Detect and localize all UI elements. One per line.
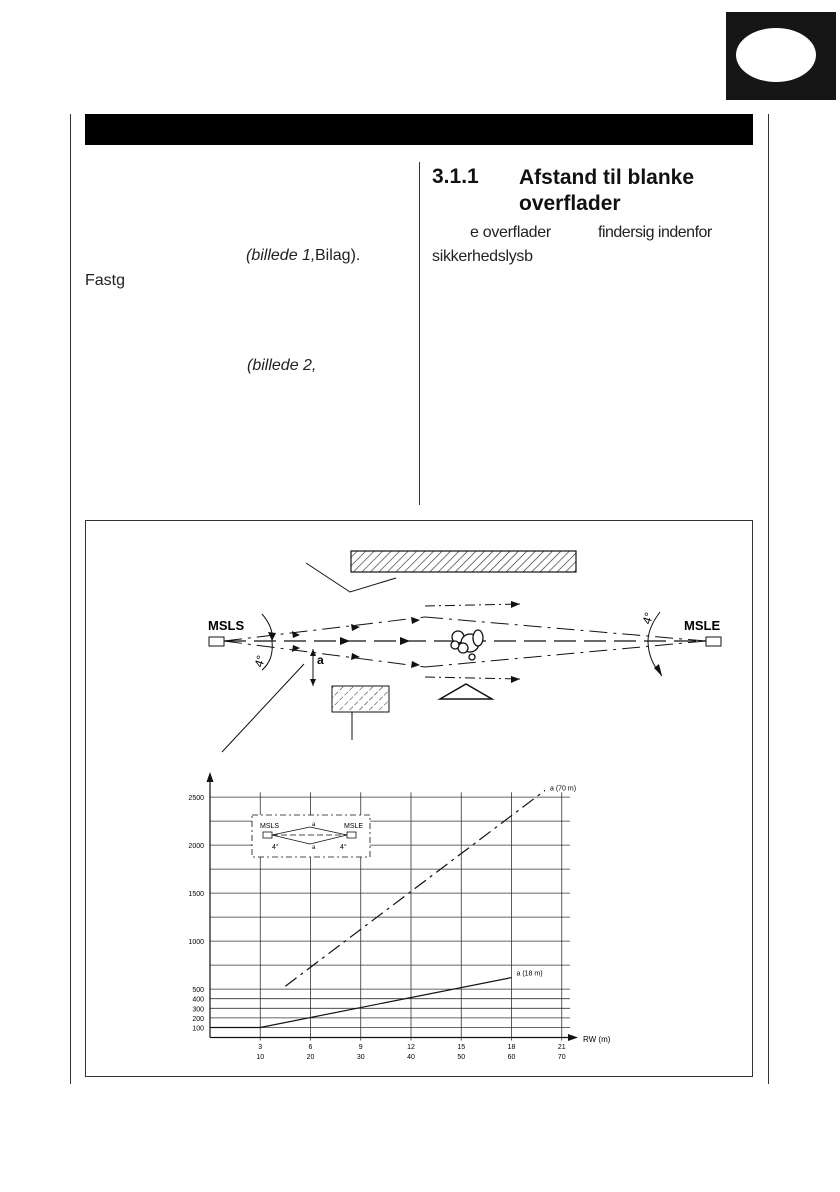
ref-bilag: Bilag).	[315, 247, 361, 264]
y-tick-label: 100	[192, 1025, 204, 1033]
y-tick-label: 1000	[188, 939, 204, 947]
section-title-line2: overflader	[519, 192, 621, 215]
x-tick-label-m: 12	[407, 1044, 415, 1051]
chart-axes	[207, 772, 579, 1041]
ref-image-2: (billede 2,	[247, 357, 317, 374]
section-body-1b: findersig indenfor	[598, 224, 712, 241]
chart-inset	[252, 815, 370, 857]
x-axis-label: RW (m)	[583, 1035, 611, 1044]
x-tick-label-m: 3	[258, 1044, 263, 1051]
x-tick-label-m: 15	[457, 1044, 466, 1051]
x-tick-label-ft: 50	[457, 1054, 466, 1061]
x-axis-arrow	[568, 1034, 578, 1041]
inset-sender-label: MSLS	[260, 823, 280, 830]
sender-angle: 4°	[251, 653, 269, 669]
x-tick-label-ft: 40	[407, 1054, 415, 1061]
x-tick-label-ft: 60	[507, 1054, 516, 1061]
section-body-2: sikkerhedslysb	[432, 248, 533, 265]
receiver-angle: 4°	[639, 610, 657, 626]
y-tick-label: 400	[192, 996, 204, 1004]
x-tick-label-m: 21	[557, 1044, 566, 1051]
x-tick-label-ft: 20	[306, 1054, 315, 1061]
sender-label: MSLS	[208, 618, 245, 633]
series-label: a (18 m)	[516, 970, 543, 978]
inset-angle-left: 4°	[272, 844, 279, 851]
x-tick-label-m: 6	[308, 1044, 313, 1051]
y-tick-label: 1500	[188, 891, 204, 899]
inset-distance-label-top: a	[312, 822, 316, 828]
inset-angle-right: 4°	[340, 844, 347, 851]
series-label: a (70 m)	[550, 785, 577, 793]
x-tick-label-m: 9	[358, 1044, 363, 1051]
x-tick-label-ft: 10	[256, 1054, 265, 1061]
x-tick-label-ft: 30	[356, 1054, 365, 1061]
ref-image-1: (billede 1,	[246, 247, 316, 264]
y-axis-arrow	[207, 772, 214, 782]
y-tick-label: 200	[192, 1015, 204, 1023]
receiver-label: MSLE	[684, 618, 721, 633]
inset-receiver-label: MSLE	[344, 823, 364, 830]
y-tick-label: 2500	[188, 795, 204, 803]
inset-distance-label: a	[312, 845, 316, 851]
y-tick-labels	[188, 795, 204, 1032]
section-body-1a: e overflader	[470, 224, 551, 241]
x-tick-labels	[256, 1044, 565, 1061]
y-tick-label: 2000	[188, 843, 204, 851]
section-number: 3.1.1	[432, 165, 479, 188]
distance-label: a	[317, 653, 324, 667]
y-tick-label: 300	[192, 1006, 204, 1014]
x-tick-label-m: 18	[507, 1044, 516, 1051]
section-title-line1: Afstand til blanke	[519, 166, 695, 189]
y-tick-label: 500	[192, 987, 204, 995]
x-tick-label-ft: 70	[557, 1054, 566, 1061]
fastg-text: Fastg	[85, 272, 126, 289]
